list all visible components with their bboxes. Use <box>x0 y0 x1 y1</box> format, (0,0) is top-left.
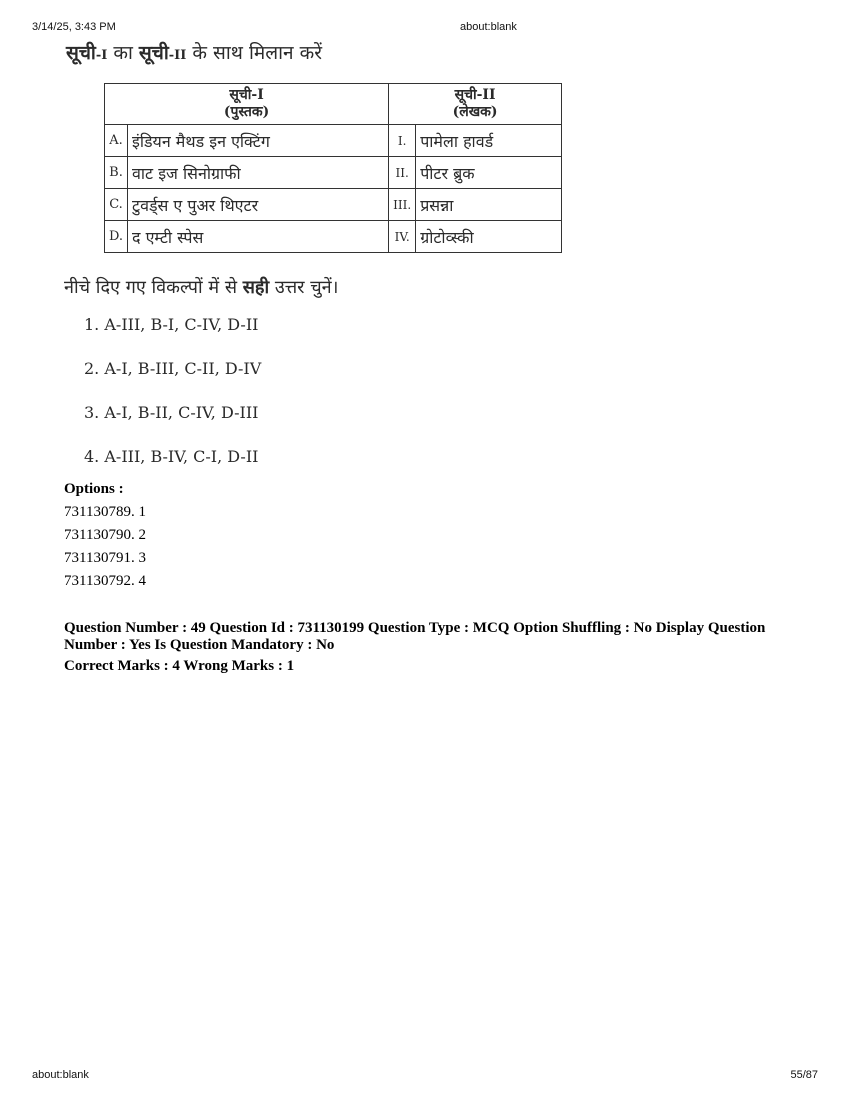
col1-title: सूची-I <box>229 87 264 103</box>
question-meta <box>64 620 794 675</box>
title-ka: का <box>107 42 139 64</box>
row-key-2: IV. <box>389 221 416 253</box>
table-row <box>105 189 562 221</box>
option-item: 731130790. 2 <box>64 527 146 543</box>
row-key-1: C. <box>105 189 128 221</box>
row-key-2: I. <box>389 125 416 157</box>
instruction <box>64 275 582 301</box>
row-key-1: B. <box>105 157 128 189</box>
meta-line-2: Correct Marks : 4 Wrong Marks : 1 <box>64 658 295 674</box>
title-list1: सूची <box>66 42 96 64</box>
row-book: द एम्टी स्पेस <box>128 221 389 253</box>
table-row <box>105 125 562 157</box>
instruction-text-2: उत्तर चुनें। <box>269 277 339 298</box>
question-title <box>66 40 582 69</box>
row-author: ग्रोटोव्स्की <box>416 221 562 253</box>
row-key-1: D. <box>105 221 128 253</box>
row-book: इंडियन मैथड इन एक्टिंग <box>128 125 389 157</box>
options-label: Options : <box>64 481 124 497</box>
choice-1: 1. A-III, B-I, C-IV, D-II <box>84 315 259 334</box>
row-key-1: A. <box>105 125 128 157</box>
option-item: 731130789. 1 <box>64 504 146 520</box>
col2-subtitle: (लेखक) <box>452 104 498 120</box>
meta-line-1: Question Number : 49 Question Id : 731130199 Question Type : MCQ Option Shuffling : No Display Question Number : Yes Is Question Mandatory : No <box>64 620 766 653</box>
question-image <box>62 40 582 491</box>
row-author: पामेला हावर्ड <box>416 125 562 157</box>
col2-header <box>389 84 562 125</box>
row-author: पीटर ब्रुक <box>416 157 562 189</box>
row-key-2: II. <box>389 157 416 189</box>
print-timestamp: 3/14/25, 3:43 PM <box>32 21 116 33</box>
match-table <box>104 83 562 253</box>
title-list2: सूची <box>138 42 169 64</box>
title-rest: के साथ मिलान करें <box>186 42 322 64</box>
match-table-header <box>105 84 562 125</box>
choice-2: 2. A-I, B-III, C-II, D-IV <box>84 359 262 378</box>
option-item: 731130792. 4 <box>64 573 146 589</box>
row-book: वाट इज सिनोग्राफी <box>128 157 389 189</box>
answer-choices <box>62 315 582 491</box>
option-item: 731130791. 3 <box>64 550 146 566</box>
table-row <box>105 157 562 189</box>
choice-4: 4. A-III, B-IV, C-I, D-II <box>84 447 259 466</box>
instruction-bold: सही <box>242 277 270 298</box>
choice-3: 3. A-I, B-II, C-IV, D-III <box>84 403 259 422</box>
options-list <box>64 503 146 595</box>
row-key-2: III. <box>389 189 416 221</box>
page-number: 55/87 <box>790 1069 818 1081</box>
col2-title: सूची-II <box>454 87 496 103</box>
title-list1-num: -I <box>95 48 108 63</box>
footer-url: about:blank <box>32 1069 89 1081</box>
col1-header <box>105 84 389 125</box>
row-book: टुवर्ड्स ए पुअर थिएटर <box>128 189 389 221</box>
instruction-text-1: नीचे दिए गए विकल्पों में से <box>64 277 243 298</box>
table-row <box>105 221 562 253</box>
col1-subtitle: (पुस्तक) <box>223 104 270 120</box>
row-author: प्रसन्ना <box>416 189 562 221</box>
print-url: about:blank <box>460 21 517 33</box>
title-list2-num: -II <box>168 48 187 63</box>
